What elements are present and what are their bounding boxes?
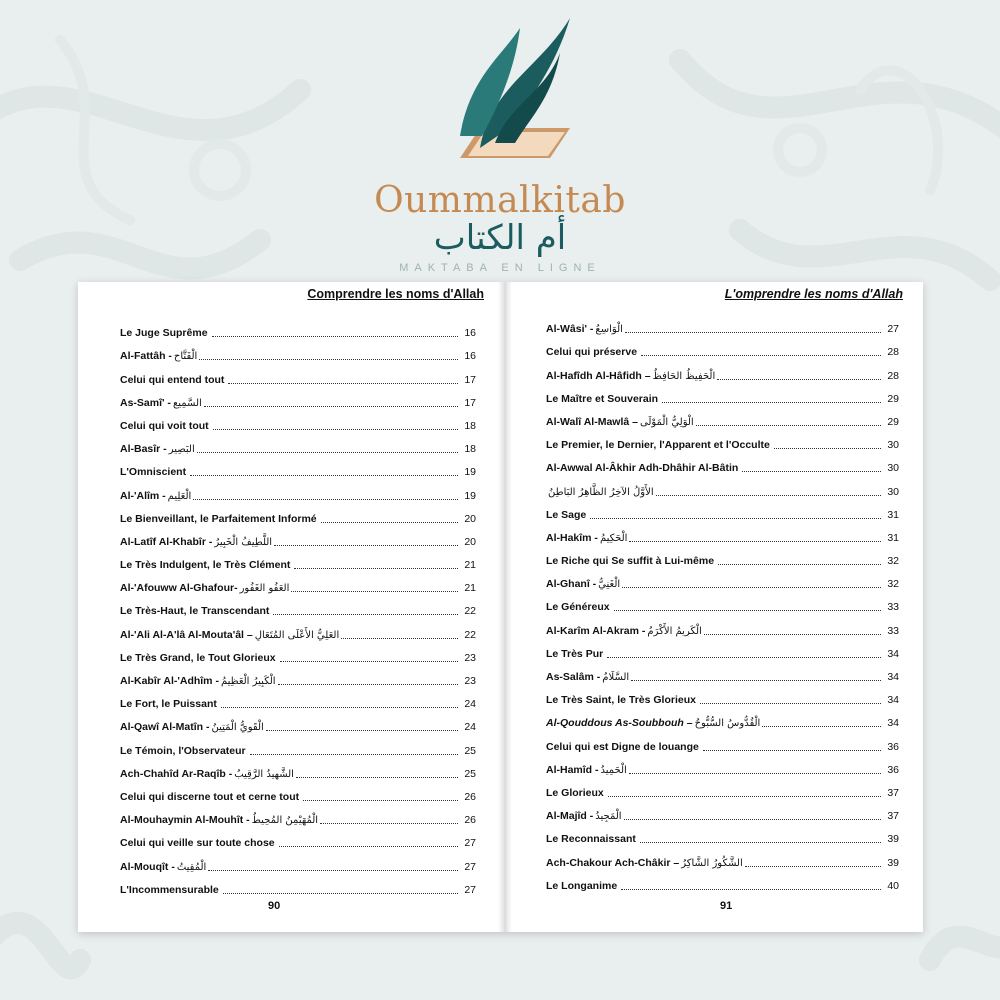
dot-leader [629, 773, 881, 774]
toc-entry-page: 26 [464, 814, 476, 827]
dot-leader [279, 846, 458, 847]
toc-entry-label: Le Sage [546, 508, 587, 521]
toc-entry-label: Al-Hafîdh Al-Hâfidh – [546, 369, 651, 382]
toc-entry-page: 29 [887, 415, 899, 428]
toc-entry-label: Celui qui est Digne de louange [546, 740, 699, 753]
toc-entry-page: 16 [464, 350, 476, 363]
toc-entry-arabic: العَلِيُّ الأَعْلَى المُتَعَالِ [254, 629, 340, 641]
right-page [512, 282, 923, 932]
toc-entry [546, 637, 899, 660]
toc-entry [120, 664, 476, 687]
toc-entry-page: 27 [887, 323, 899, 336]
toc-entry-label: Al-Mouqît - [120, 860, 175, 873]
toc-entry-label: Al-Latîf Al-Khabîr - [120, 535, 213, 548]
dot-leader [278, 684, 458, 685]
toc-entry-page: 32 [887, 555, 899, 568]
toc-entry [120, 432, 476, 455]
toc-entry-page: 30 [887, 462, 899, 475]
toc-entry-label: Le Très Saint, le Très Glorieux [546, 694, 696, 707]
toc-entry-page: 17 [464, 373, 476, 386]
dot-leader [742, 471, 881, 472]
dot-leader [607, 657, 881, 658]
toc-entry-label: L'Omniscient [120, 466, 187, 479]
dot-leader [273, 614, 458, 615]
toc-entry-page: 29 [887, 392, 899, 405]
dot-leader [622, 587, 881, 588]
toc-entry-label: Le Très Indulgent, le Très Clément [120, 559, 291, 572]
toc-entry-arabic: الْعَلِيم [167, 490, 192, 502]
toc-entry-arabic: الْكَبِيرُ الْعَظِيمُ [220, 676, 276, 687]
toc-entry-page: 34 [887, 717, 899, 730]
toc-entry-label: Le Premier, le Dernier, l'Apparent et l'Occulte [546, 439, 770, 452]
toc-entry-arabic: الْمُهَيْمِنُ المُحِيطُ [251, 815, 319, 827]
toc-entry-page: 20 [464, 535, 476, 548]
toc-entry [546, 428, 899, 451]
toc-entry [546, 845, 899, 868]
dot-leader [341, 638, 458, 639]
toc-entry-page: 16 [464, 327, 476, 340]
toc-entry [546, 498, 899, 521]
toc-entry-label: Al-Wâsi' - [546, 323, 594, 336]
toc-entry [120, 594, 476, 617]
dot-leader [212, 336, 458, 337]
quill-book-logo-icon [420, 8, 590, 178]
open-book [78, 282, 923, 932]
toc-entry [546, 474, 899, 497]
toc-entry [120, 571, 476, 594]
toc-entry [120, 826, 476, 849]
toc-entry-label: Al-Hakîm - [546, 531, 598, 544]
dot-leader [774, 448, 881, 449]
toc-entry [120, 316, 476, 339]
dot-leader [294, 568, 458, 569]
toc-entry [546, 683, 899, 706]
dot-leader [197, 452, 458, 453]
toc-entry-page: 40 [887, 879, 899, 892]
brand-tagline: MAKTABA EN LIGNE [399, 262, 601, 274]
toc-entry-arabic: العَفُو الغَفُور [239, 583, 290, 595]
toc-entry-label: As-Samî' - [120, 396, 171, 409]
dot-leader [621, 889, 881, 890]
toc-entry-label: Al-Mouhaymin Al-Mouhît - [120, 814, 250, 827]
dot-leader [221, 707, 458, 708]
toc-entry [546, 382, 899, 405]
toc-entry [546, 567, 899, 590]
toc-entry [120, 803, 476, 826]
toc-entry-arabic: الأَوَّلُ الآخِرُ الظَّاهِرُ البَاطِنُ [548, 486, 654, 498]
dot-leader [608, 796, 881, 797]
toc-entry-page: 31 [887, 508, 899, 521]
toc-entry [546, 753, 899, 776]
dot-leader [266, 730, 458, 731]
toc-entry-page: 27 [464, 883, 476, 896]
toc-entry [546, 869, 899, 892]
toc-entry-arabic: الْمُقِيتُ [176, 861, 207, 873]
dot-leader [762, 726, 881, 727]
dot-leader [641, 355, 881, 356]
toc-entry-page: 27 [464, 837, 476, 850]
toc-entry [120, 780, 476, 803]
toc-entry-page: 22 [464, 605, 476, 618]
toc-entry-label: Al-Majîd - [546, 810, 594, 823]
toc-entry [546, 799, 899, 822]
toc-entry-page: 34 [887, 671, 899, 683]
toc-entry-label: Celui qui préserve [546, 346, 638, 359]
toc-entry [546, 776, 899, 799]
toc-entry-page: 39 [887, 833, 899, 846]
dot-leader [745, 866, 881, 867]
toc-entry-page: 30 [887, 485, 899, 498]
toc-entry [120, 409, 476, 432]
toc-entry-page: 32 [887, 578, 899, 591]
toc-entry-page: 34 [887, 694, 899, 707]
toc-entry-label: Le Juge Suprême [120, 327, 208, 340]
toc-entry-page: 22 [464, 628, 476, 641]
dot-leader [704, 634, 881, 635]
toc-entry-page: 34 [887, 647, 899, 660]
toc-entry-label: L'Incommensurable [120, 883, 219, 896]
toc-entry-page: 28 [887, 346, 899, 359]
toc-entry-label: Ach-Chakour Ach-Châkir – [546, 856, 680, 869]
toc-entry-label: Al-Walî Al-Mawlâ – [546, 415, 638, 428]
toc-entry-page: 24 [464, 721, 476, 734]
toc-entry-label: Le Glorieux [546, 786, 604, 799]
toc-entry [546, 822, 899, 845]
toc-entry [546, 613, 899, 636]
dot-leader [696, 425, 881, 426]
toc-entry-page: 17 [464, 396, 476, 409]
dot-leader [208, 870, 458, 871]
toc-entry-arabic: الشَّكُورُ الشَّاكِرُ [681, 857, 743, 869]
toc-entry-label: Le Très Grand, le Tout Glorieux [120, 651, 276, 664]
toc-entry-page: 39 [887, 856, 899, 869]
page-number: 90 [268, 900, 281, 912]
dot-leader [718, 564, 881, 565]
toc-entry-page: 23 [464, 651, 476, 664]
toc-entry-page: 24 [464, 698, 476, 711]
toc-entry [120, 455, 476, 478]
toc-entry [120, 849, 476, 872]
toc-entry-arabic: الْكَرِيمُ الأَكْرَمُ [647, 625, 702, 637]
toc-entry-page: 18 [464, 443, 476, 456]
toc-entry [120, 617, 476, 640]
toc-entry-arabic: الْمَجِيدُ [595, 811, 622, 823]
dot-leader [614, 610, 881, 611]
toc-entry-label: Celui qui discerne tout et cerne tout [120, 790, 300, 803]
toc-entry-arabic: الْقَوِيُّ الْمَتِينُ [211, 722, 264, 734]
toc-list [120, 316, 476, 896]
toc-entry-label: Le Bienveillant, le Parfaitement Informé [120, 512, 317, 525]
toc-entry-label: Al-'Afouww Al-Ghafour- [120, 582, 238, 595]
toc-entry-arabic: الْوَاسِعُ [595, 324, 623, 336]
toc-entry-arabic: البَصِير [168, 444, 195, 456]
toc-entry-label: Le Très-Haut, le Transcendant [120, 605, 270, 618]
dot-leader [250, 754, 458, 755]
toc-entry-label: Al-Awwal Al-Âkhir Adh-Dhâhir Al-Bâtin [546, 462, 739, 475]
toc-entry-arabic: الْحَكِيمُ [599, 532, 628, 544]
toc-entry [120, 502, 476, 525]
page-number: 91 [720, 900, 733, 912]
toc-entry-page: 36 [887, 740, 899, 753]
toc-entry-arabic: الْحَفِيظُ الحَافِظُ [652, 370, 716, 382]
dot-leader [640, 842, 881, 843]
toc-entry-label: Celui qui entend tout [120, 373, 225, 386]
toc-entry [120, 548, 476, 571]
dot-leader [213, 429, 458, 430]
toc-entry-label: Celui qui voit tout [120, 419, 209, 432]
toc-entry-page: 21 [464, 582, 476, 595]
toc-entry-label: Al-Hamîd - [546, 763, 599, 776]
toc-entry-page: 28 [887, 369, 899, 382]
toc-entry-label: As-Salâm - [546, 671, 601, 683]
toc-entry [120, 339, 476, 362]
brand-name-latin: Oummalkitab [374, 180, 626, 221]
toc-entry [120, 757, 476, 780]
toc-entry-page: 37 [887, 810, 899, 823]
toc-entry [546, 358, 899, 381]
toc-entry-label: Al-Kabîr Al-'Adhîm - [120, 675, 219, 687]
toc-entry [546, 312, 899, 335]
dot-leader [625, 332, 881, 333]
dot-leader [656, 495, 881, 496]
toc-entry [546, 729, 899, 752]
toc-entry-page: 23 [464, 675, 476, 687]
dot-leader [700, 703, 881, 704]
toc-entry [120, 525, 476, 548]
toc-entry-label: Al-Karîm Al-Akram - [546, 624, 646, 637]
toc-entry-label: Le Maître et Souverain [546, 392, 659, 405]
toc-entry [546, 335, 899, 358]
toc-entry-page: 18 [464, 419, 476, 432]
toc-entry [120, 478, 476, 501]
dot-leader [204, 406, 458, 407]
dot-leader [193, 499, 458, 500]
page-header: Comprendre les noms d'Allah [307, 287, 484, 301]
dot-leader [199, 359, 458, 360]
toc-entry-page: 36 [887, 763, 899, 776]
toc-list [546, 312, 899, 892]
toc-entry-page: 20 [464, 512, 476, 525]
page-header: L'omprendre les noms d'Allah [724, 287, 903, 301]
dot-leader [662, 402, 881, 403]
toc-entry [546, 451, 899, 474]
toc-entry [546, 590, 899, 613]
dot-leader [631, 680, 881, 681]
toc-entry-page: 33 [887, 601, 899, 614]
toc-entry-page: 33 [887, 624, 899, 637]
brand-name-arabic: أم الكتاب [433, 218, 567, 258]
toc-entry [120, 710, 476, 733]
dot-leader [629, 541, 881, 542]
toc-entry-label: Al-'Alîm - [120, 489, 166, 502]
toc-entry [120, 641, 476, 664]
dot-leader [223, 893, 458, 894]
dot-leader [291, 591, 458, 592]
toc-entry-arabic: السَّمِيع [172, 397, 202, 409]
toc-entry-label: Al-Fattâh - [120, 350, 172, 363]
toc-entry-label: Al-Qawî Al-Matîn - [120, 721, 210, 734]
brand-logo [0, 0, 1000, 280]
toc-entry-label: Ach-Chahîd Ar-Raqîb - [120, 767, 233, 780]
dot-leader [321, 522, 458, 523]
dot-leader [320, 823, 458, 824]
toc-entry-page: 30 [887, 439, 899, 452]
toc-entry-label: Le Longanime [546, 879, 618, 892]
toc-entry-label: Al-'Ali Al-A'lâ Al-Mouta'âl – [120, 628, 253, 641]
dot-leader [303, 800, 458, 801]
toc-entry-page: 21 [464, 559, 476, 572]
toc-entry-page: 37 [887, 786, 899, 799]
dot-leader [274, 545, 458, 546]
toc-entry-arabic: الْفَتَّاح [173, 351, 198, 363]
toc-entry [546, 660, 899, 683]
dot-leader [296, 777, 458, 778]
toc-entry-label: Celui qui veille sur toute chose [120, 837, 275, 850]
toc-entry [546, 405, 899, 428]
toc-entry-page: 25 [464, 744, 476, 757]
toc-entry-arabic: السَّلَامُ [602, 672, 630, 683]
toc-entry-arabic: اللَّطِيفُ الْخَبِيرُ [214, 536, 273, 548]
dot-leader [590, 518, 881, 519]
toc-entry-label: Le Reconnaissant [546, 833, 636, 846]
dot-leader [717, 379, 881, 380]
toc-entry-label: Le Généreux [546, 601, 610, 614]
toc-entry-label: Le Témoin, l'Observateur [120, 744, 246, 757]
toc-entry [546, 544, 899, 567]
toc-entry-arabic: الْوَلِيُّ الْمَوْلَى [639, 416, 694, 428]
toc-entry [120, 873, 476, 896]
toc-entry-arabic: الْقُدُّوسُ السُّبُّوحُ [694, 718, 761, 730]
dot-leader [624, 819, 881, 820]
dot-leader [190, 475, 458, 476]
toc-entry-page: 26 [464, 790, 476, 803]
toc-entry-page: 31 [887, 531, 899, 544]
toc-entry [546, 521, 899, 544]
toc-entry-page: 27 [464, 860, 476, 873]
toc-entry-arabic: الْغَنِيُّ [598, 579, 621, 591]
dot-leader [280, 661, 458, 662]
toc-entry-label: Al-Ghanî - [546, 578, 597, 591]
toc-entry [120, 687, 476, 710]
toc-entry-label: Le Riche qui Se suffit à Lui-même [546, 555, 715, 568]
toc-entry-page: 19 [464, 489, 476, 502]
toc-entry [120, 362, 476, 385]
toc-entry-label: Le Très Pur [546, 647, 604, 660]
toc-entry-label: Al-Qouddous As-Soubbouh – [546, 717, 693, 730]
dot-leader [703, 750, 881, 751]
toc-entry [120, 386, 476, 409]
toc-entry-page: 19 [464, 466, 476, 479]
toc-entry-arabic: الْحَمِيدُ [600, 764, 627, 776]
toc-entry-page: 25 [464, 767, 476, 780]
left-page [78, 282, 498, 932]
toc-entry-label: Le Fort, le Puissant [120, 698, 217, 711]
toc-entry [546, 706, 899, 729]
dot-leader [228, 383, 458, 384]
toc-entry-label: Al-Basîr - [120, 443, 167, 456]
toc-entry [120, 733, 476, 756]
toc-entry-arabic: الشَّهِيدُ الرَّقِيبُ [234, 768, 294, 780]
book-spine [498, 282, 512, 932]
